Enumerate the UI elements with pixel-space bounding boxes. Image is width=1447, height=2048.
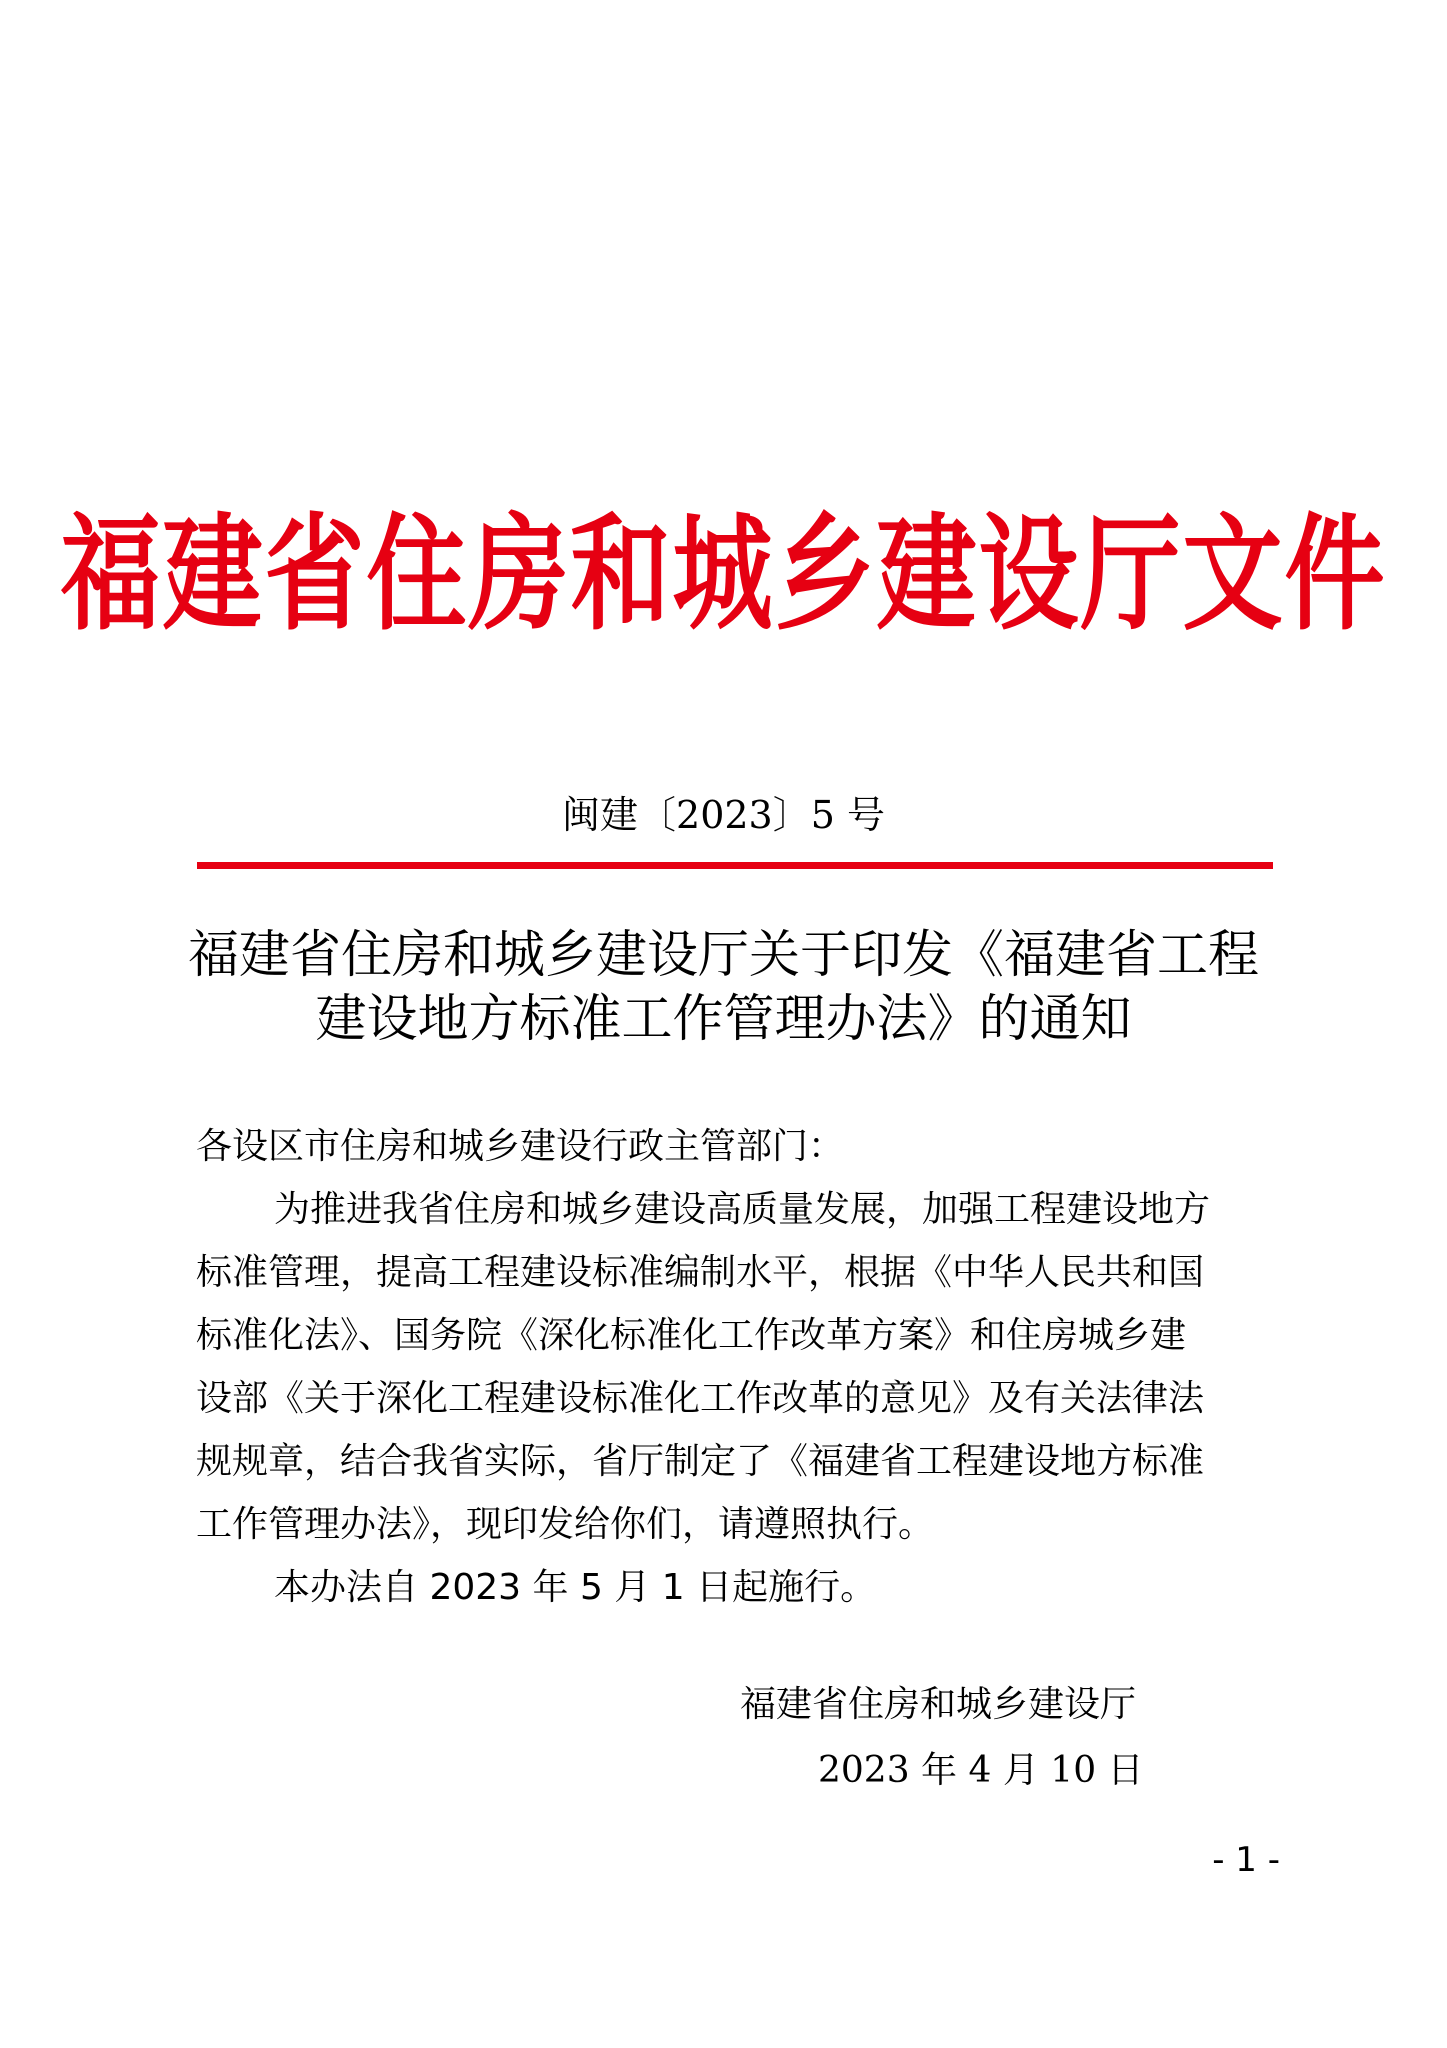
paragraph1-line-5: 规规章，结合我省实际，省厅制定了《福建省工程建设地方标准 [196, 1441, 1205, 1482]
signature-block [740, 1675, 1240, 1801]
issuing-organization: 福建省住房和城乡建设厅 [740, 1684, 1137, 1725]
document-body [196, 1115, 1276, 1619]
paragraph1-line-3: 标准化法》、国务院《深化标准化工作改革方案》和住房城乡建 [196, 1315, 1187, 1356]
paragraph1-line-6: 工作管理办法》，现印发给你们，请遵照执行。 [196, 1504, 935, 1545]
title-line-2: 建设地方标准工作管理办法》的通知 [315, 990, 1132, 1049]
document-number: 闽建〔2023〕5 号 [562, 793, 885, 837]
document-title [150, 924, 1297, 1052]
page-number: - 1 - [1212, 1840, 1280, 1880]
paragraph2-effective-date: 本办法自 2023 年 5 月 1 日起施行。 [274, 1567, 877, 1608]
issue-date: 2023 年 4 月 10 日 [818, 1750, 1144, 1791]
red-separator-line [197, 862, 1273, 869]
paragraph1-line-2: 标准管理，提高工程建设标准编制水平，根据《中华人民共和国 [196, 1252, 1205, 1293]
paragraph1-line-4: 设部《关于深化工程建设标准化工作改革的意见》及有关法律法 [196, 1378, 1205, 1419]
title-line-1: 福建省住房和城乡建设厅关于印发《福建省工程 [187, 926, 1259, 985]
paragraph1-line-1: 为推进我省住房和城乡建设高质量发展，加强工程建设地方 [274, 1189, 1211, 1230]
salutation: 各设区市住房和城乡建设行政主管部门： [196, 1126, 845, 1167]
red-masthead-title: 福建省住房和城乡建设厅文件 [60, 501, 1387, 648]
